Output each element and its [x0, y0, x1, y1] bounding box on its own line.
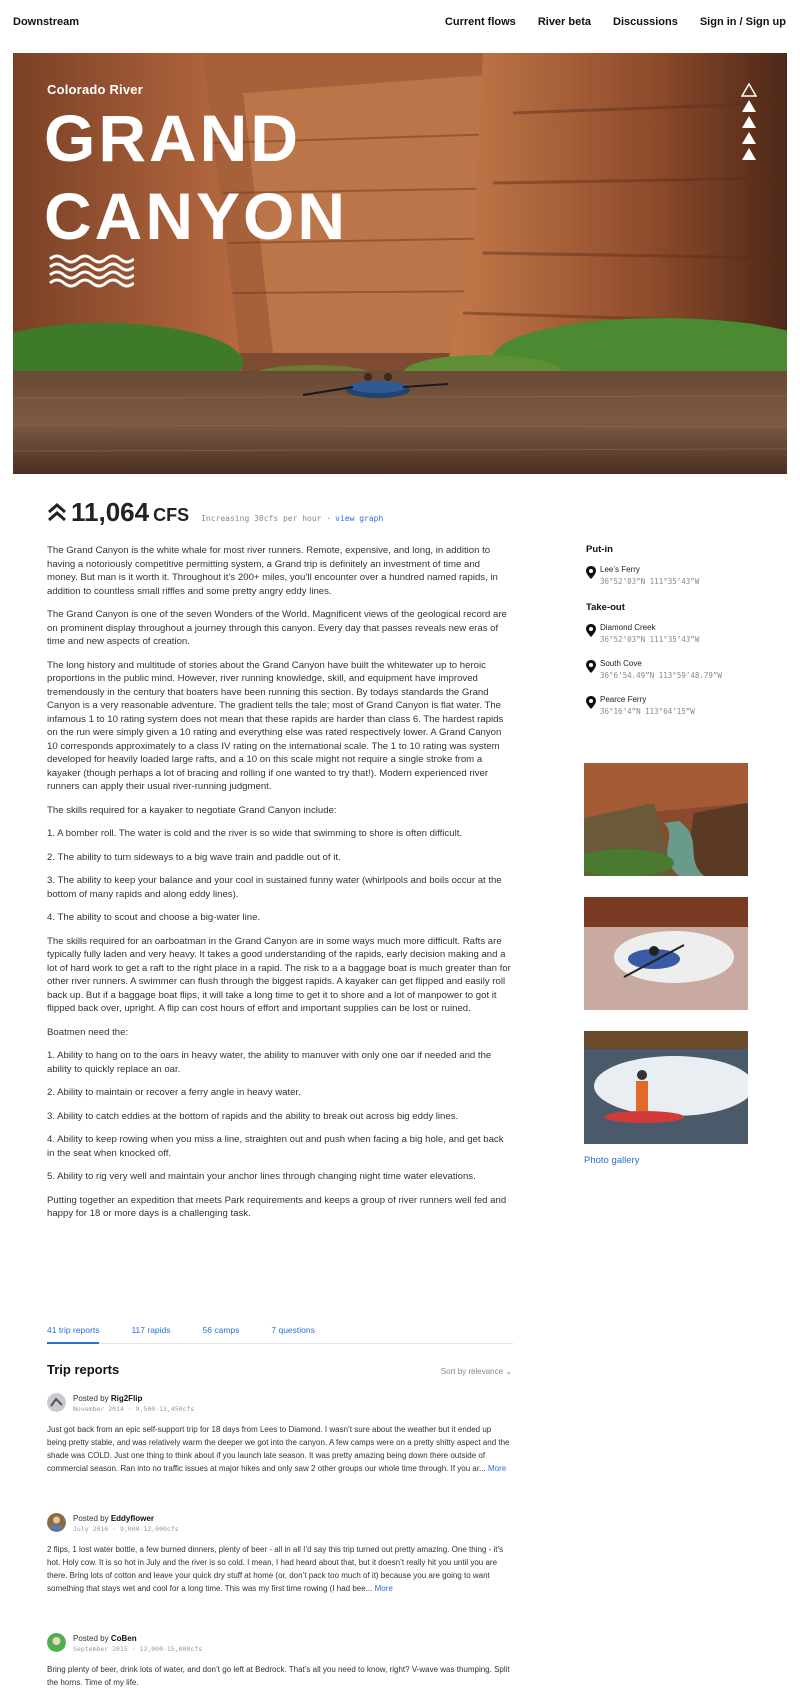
- report-author: Posted by Eddyflower: [73, 1514, 154, 1523]
- description-paragraph: 4. Ability to keep rowing when you miss a line, straighten out and push when facing a big hole, and get back in the seat when knocked off.: [47, 1134, 504, 1159]
- page-title: [44, 99, 348, 255]
- flow-trend: Increasing 30cfs per hour ·: [201, 514, 332, 523]
- tab-trip-reports[interactable]: 41 trip reports: [47, 1325, 99, 1344]
- river-name: Colorado River: [47, 82, 143, 97]
- river-description: [47, 544, 512, 1231]
- location-name: Pearce Ferry: [600, 695, 647, 704]
- location-name: South Cove: [600, 659, 642, 668]
- top-nav: [0, 0, 800, 46]
- report-body: Just got back from an epic self-support trip for 18 days from Lees to Diamond. I wasn’t sure about the weather but it ended up being pretty stable, and was relatively warm the deeper we got into the canyon. A few camps were on a pretty shitty aspect and the shade was COLD. Just one thing to think about if you launch late season. It was pretty amazing being down there outside of commercial season. Ran into no traffic issues at major hikes and only saw 2 other groups our whole time through. If you ar... More: [47, 1425, 510, 1473]
- brand-logo[interactable]: Downstream: [13, 16, 80, 28]
- author-name[interactable]: Eddyflower: [110, 1514, 154, 1523]
- access-points: [586, 544, 756, 716]
- map-pin-icon: [586, 696, 596, 709]
- take-out-location[interactable]: [586, 623, 756, 644]
- description-paragraph: 4. The ability to scout and choose a big-water line.: [47, 912, 261, 923]
- gallery-photo[interactable]: [584, 897, 748, 1010]
- more-link[interactable]: More: [487, 1464, 507, 1473]
- map-pin-icon: [586, 660, 596, 673]
- description-paragraph: 5. Ability to rig very well and maintain your anchor lines through changing night time water elevations.: [47, 1171, 476, 1182]
- avatar[interactable]: [47, 1513, 66, 1532]
- description-paragraph: 3. The ability to keep your balance and your cool in sustained funny water (whirlpools and boils occur at the bottom of many rapids and along eddy lines).: [47, 875, 502, 900]
- description-paragraph: 2. Ability to maintain or recover a ferry angle in heavy water.: [47, 1087, 301, 1098]
- author-name[interactable]: Rig2Flip: [110, 1394, 143, 1403]
- report-meta: July 2016 · 9,000-12,000cfs: [73, 1525, 179, 1533]
- location-coordinates: 36°52’03”N 111°35’43”W: [600, 635, 700, 644]
- description-paragraph: The Grand Canyon is one of the seven Wonders of the World. Magnificent views of the geological record are on prominent display throughout a journey through this canyon. Every day that passes reveals new eras of time and new aspects of creation.: [47, 609, 507, 647]
- description-paragraph: 2. The ability to turn sideways to a big wave train and paddle out of it.: [47, 851, 341, 863]
- flow-unit: CFS: [153, 505, 190, 525]
- map-pin-icon: [586, 624, 596, 637]
- gallery-photo[interactable]: [584, 763, 748, 876]
- author-name[interactable]: CoBen: [110, 1634, 137, 1643]
- tab-camps[interactable]: 56 camps: [202, 1325, 240, 1335]
- nav-current-flows[interactable]: Current flows: [444, 16, 516, 28]
- take-out-location[interactable]: [586, 659, 756, 680]
- report-body: Bring plenty of beer, drink lots of water, and don’t go left at Bedrock. That’s all you need to know, right? V-wave was thumping. Split the horns. Time of my life.: [47, 1665, 510, 1687]
- description-paragraph: 3. Ability to catch eddies at the bottom of rapids and the ability to break out across big eddy lines.: [47, 1110, 459, 1122]
- take-out-heading: Take-out: [586, 602, 625, 613]
- waves-icon: [48, 254, 134, 288]
- avatar[interactable]: [47, 1393, 66, 1412]
- nav-signin[interactable]: Sign in / Sign up: [699, 16, 786, 28]
- location-coordinates: 36°16’4”N 113°64’15”W: [600, 707, 695, 716]
- more-link[interactable]: More: [374, 1584, 393, 1593]
- description-paragraph: Putting together an expedition that meets Park requirements and keeps a group of river runners well fed and happy for 18 or more days is a challenging task.: [47, 1194, 507, 1219]
- description-paragraph: The long history and multitude of stories about the Grand Canyon have built the whitewater up to heroic proportions in the public mind. However, river running knowledge, skill, and equipment have improved tremendously in the century that boaters have been running this section. By todays standards the Grand Canyon is a very reasonable adventure. The gradient tells the tale; most of Grand Canyon is flat water. The infamous 1 to 10 rating system does not mean that these rapids are harder than class 6. The hardest rapids on the run were simply given a 10 rating and everything else was rated respectively lower. A Grand Canyon 10 corresponds approximately to a class IV rating on the international scale. The 1 to 10 rating was system developed for heavily loaded large rafts, and a 10 on this scale might not require a single stroke from a kayaker (though perhaps a lot of bracing and rolling if one wanted to try that!). Modern experienced river runners can apply their usual river-running judgment.: [47, 659, 504, 792]
- put-in-location[interactable]: [586, 565, 756, 586]
- tab-questions[interactable]: 7 questions: [271, 1325, 315, 1335]
- take-out-location[interactable]: [586, 695, 756, 716]
- rising-arrow-icon: [47, 503, 67, 523]
- location-name: Lee’s Ferry: [600, 565, 640, 574]
- avatar[interactable]: [47, 1633, 66, 1652]
- nav-links: [445, 16, 786, 28]
- location-name: Diamond Creek: [600, 623, 656, 632]
- hero-image: [13, 53, 787, 474]
- trip-reports-heading: Trip reports: [47, 1362, 120, 1377]
- current-flow: [47, 497, 383, 528]
- report-meta: November 2014 · 9,500-13,450cfs: [73, 1405, 195, 1413]
- description-paragraph: The skills required for a kayaker to negotiate Grand Canyon include:: [47, 804, 337, 816]
- gallery-photo[interactable]: [584, 1031, 748, 1144]
- nav-discussions[interactable]: Discussions: [613, 16, 678, 28]
- report-body: 2 flips, 1 lost water bottle, a few burned dinners, plenty of beer - all in all I’d say this trip turned out pretty amazing. One thing - it’s hot. Holy cow. It is so hot in July and the river is so cold. I mean, I had heard about that, but it doesn’t really hit you until you are there. Bring lots of cotton and leave your quick dry stuff at home (or, don’t pack too much of it) because you are going to want something that stays wet and cool for a long time. This was my first time rowing (I had bee... More: [47, 1545, 504, 1593]
- report-author: Posted by CoBen: [73, 1634, 137, 1643]
- put-in-heading: Put-in: [586, 544, 613, 555]
- description-paragraph: The skills required for an oarboatman in the Grand Canyon are in some ways much more difficult. Rafts are typically fully laden and very heavy. It takes a good understanding of the rapids, early decision making and a lot of hard work to get a raft to the right place in a rapid. The risk to a a baggage boat is much greater than for other river runners. A swimmer can flush through the biggest rapids. A kayaker can get flipped and easily roll back up. But if a baggage boat flips, it will take a long time to get it to shore and a lot of manpower to got it flipped back over, upright. A flip can cost hours of effort and important supplies can be lost or ruined.: [47, 935, 511, 1014]
- description-paragraph: 1. A bomber roll. The water is cold and the river is so wide that swimming to shore is often difficult.: [47, 828, 463, 839]
- title-line-2: CANYON: [44, 179, 349, 253]
- view-graph-link[interactable]: view graph: [335, 514, 384, 523]
- description-paragraph: 1. Ability to hang on to the oars in heavy water, the ability to manuver with only one oar if needed and the ability to quickly replace an oar.: [47, 1050, 492, 1075]
- nav-river-beta[interactable]: River beta: [537, 16, 592, 28]
- tab-rapids[interactable]: 117 rapids: [131, 1325, 171, 1335]
- title-line-1: GRAND: [44, 101, 301, 175]
- content-tabs: [47, 1325, 513, 1344]
- difficulty-rating-icon: [741, 83, 757, 163]
- report-author: Posted by Rig2Flip: [73, 1394, 143, 1403]
- location-coordinates: 36°6’54.49”N 113°59’48.79”W: [600, 671, 722, 680]
- report-meta: September 2015 · 12,000-15,000cfs: [73, 1645, 203, 1653]
- description-paragraph: Boatmen need the:: [47, 1026, 129, 1038]
- flow-value: 11,064: [71, 497, 150, 527]
- photo-gallery-link[interactable]: Photo gallery: [584, 1155, 640, 1166]
- description-paragraph: The Grand Canyon is the white whale for most river runners. Remote, expensive, and long, in addition to having a notoriously competitive permitting system, a Grand trip is definitely an investment of time and money. But man is it worth it. Throughout it’s 200+ miles, you’ll encounter over a hundred named rapids, in addition to countless small riffles and some pretty angry eddy lines.: [47, 545, 498, 597]
- location-coordinates: 36°52’03”N 111°35’43”W: [600, 577, 700, 586]
- sort-dropdown[interactable]: Sort by relevance ⌄: [440, 1367, 512, 1376]
- map-pin-icon: [586, 566, 596, 579]
